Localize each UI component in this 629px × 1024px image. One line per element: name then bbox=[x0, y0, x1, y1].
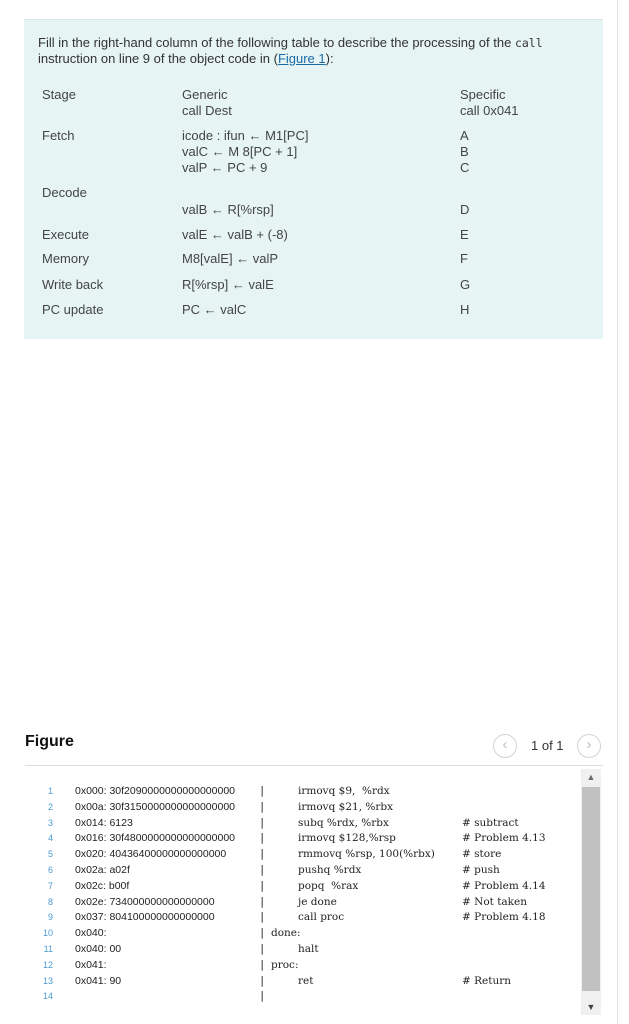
answer-h: H bbox=[460, 302, 470, 317]
code-comment: # store bbox=[462, 848, 502, 861]
object-code: 0x00a: 30f3150000000000000000 bbox=[75, 800, 235, 813]
assembly-instruction: subq %rdx, %rbx bbox=[298, 816, 389, 829]
code-comment: # Not taken bbox=[462, 895, 528, 908]
header-generic: Generic bbox=[182, 87, 228, 102]
stage-fetch: Fetch bbox=[42, 128, 75, 143]
assembly-instruction: popq %rax bbox=[298, 879, 359, 892]
object-code: 0x020: 40436400000000000000 bbox=[75, 848, 227, 861]
figure-divider bbox=[25, 765, 603, 766]
separator-bar: | bbox=[259, 895, 266, 908]
stage-write-back: Write back bbox=[42, 277, 104, 292]
code-line bbox=[25, 783, 578, 799]
code-line bbox=[25, 815, 578, 831]
figure-link[interactable]: Figure 1 bbox=[277, 51, 326, 66]
code-comment: # subtract bbox=[462, 816, 519, 829]
line-number: 12 bbox=[42, 959, 53, 970]
prompt-text-start: Fill in the right-hand column of the following table to describe the processing of the bbox=[38, 35, 515, 50]
separator-bar: | bbox=[259, 848, 266, 861]
scroll-up-arrow-icon[interactable]: ▲ bbox=[586, 772, 596, 782]
object-code: 0x040: bbox=[75, 927, 107, 940]
answer-b: B bbox=[460, 144, 469, 159]
decode-generic: valB ← R[%rsp] bbox=[182, 202, 274, 217]
question-panel bbox=[24, 19, 603, 339]
asm-label: done: bbox=[271, 927, 301, 940]
object-code: 0x037: 804100000000000000 bbox=[75, 911, 215, 924]
answer-g: G bbox=[460, 277, 471, 292]
separator-bar: | bbox=[259, 911, 266, 924]
line-number: 6 bbox=[47, 865, 53, 875]
header-specific: Specific bbox=[460, 87, 506, 102]
memory-generic: M8[valE] ← valP bbox=[182, 251, 279, 266]
answer-d: D bbox=[460, 202, 470, 217]
object-code: 0x041: 90 bbox=[75, 974, 122, 987]
chevron-right-icon: › bbox=[586, 736, 592, 753]
prompt-text-end: ): bbox=[325, 51, 334, 66]
answer-f: F bbox=[460, 251, 468, 266]
stage-execute: Execute bbox=[42, 227, 89, 242]
line-number: 5 bbox=[47, 849, 53, 860]
code-line bbox=[25, 988, 578, 1004]
assembly-instruction: pushq %rdx bbox=[298, 864, 362, 876]
line-number: 10 bbox=[42, 928, 53, 939]
object-code: 0x02e: 734000000000000000 bbox=[75, 895, 215, 908]
code-line bbox=[25, 830, 578, 846]
fetch-generic-1: icode : ifun ← M1[PC] bbox=[182, 128, 309, 143]
object-code: 0x02a: a02f bbox=[75, 864, 130, 876]
scrollbar-thumb[interactable] bbox=[582, 787, 600, 991]
pcupdate-generic: PC ← valC bbox=[182, 302, 247, 317]
code-line bbox=[25, 799, 578, 815]
question-prompt bbox=[38, 35, 586, 67]
asm-label: proc: bbox=[271, 958, 299, 971]
separator-bar: | bbox=[259, 785, 266, 797]
separator-bar: | bbox=[259, 816, 266, 829]
next-figure-button[interactable] bbox=[577, 734, 601, 758]
separator-bar: | bbox=[259, 958, 266, 971]
assembly-instruction: je done bbox=[298, 895, 337, 908]
code-line bbox=[25, 941, 578, 957]
figure-page-indicator: 1 of 1 bbox=[531, 738, 564, 753]
separator-bar: | bbox=[259, 927, 266, 940]
separator-bar: | bbox=[259, 832, 266, 845]
writeback-generic: R[%rsp] ← valE bbox=[182, 277, 274, 292]
prompt-text-middle: instruction on line 9 of the object code in ( bbox=[38, 51, 278, 66]
separator-bar: | bbox=[259, 800, 266, 813]
code-line bbox=[25, 862, 578, 878]
listing-scrollbar[interactable] bbox=[581, 769, 601, 1015]
assembly-instruction: irmovq $128,%rsp bbox=[298, 832, 396, 845]
assembly-instruction: irmovq $9, %rdx bbox=[298, 785, 390, 797]
code-comment: # push bbox=[462, 864, 500, 876]
answer-c: C bbox=[460, 160, 470, 175]
code-line bbox=[25, 909, 578, 925]
code-line bbox=[25, 973, 578, 989]
object-code: 0x016: 30f4800000000000000000 bbox=[75, 832, 235, 845]
scroll-down-arrow-icon[interactable]: ▼ bbox=[586, 1002, 596, 1012]
line-number: 1 bbox=[47, 786, 53, 796]
line-number: 11 bbox=[43, 944, 53, 954]
header-generic-instr: call Dest bbox=[182, 103, 232, 118]
stage-pc-update: PC update bbox=[42, 302, 104, 317]
separator-bar: | bbox=[259, 864, 266, 876]
figure-title: Figure bbox=[25, 733, 74, 750]
code-line bbox=[25, 846, 578, 862]
separator-bar: | bbox=[259, 879, 266, 892]
assembly-instruction: irmovq $21, %rbx bbox=[298, 800, 394, 813]
code-comment: # Problem 4.18 bbox=[462, 911, 546, 924]
header-specific-instr: call 0x041 bbox=[460, 103, 519, 118]
line-number: 13 bbox=[42, 975, 53, 986]
separator-bar: | bbox=[259, 943, 266, 955]
line-number: 14 bbox=[42, 991, 53, 1002]
execute-generic: valE ← valB + (-8) bbox=[182, 227, 288, 242]
separator-bar: | bbox=[259, 990, 266, 1003]
line-number: 3 bbox=[47, 817, 53, 828]
stage-decode: Decode bbox=[42, 185, 87, 200]
object-code: 0x02c: b00f bbox=[75, 879, 130, 892]
stage-memory: Memory bbox=[42, 251, 89, 266]
code-line bbox=[25, 878, 578, 894]
line-number: 9 bbox=[47, 912, 53, 923]
code-comment: # Problem 4.13 bbox=[462, 832, 546, 845]
prompt-code-call: call bbox=[514, 36, 543, 50]
object-code: 0x000: 30f2090000000000000000 bbox=[75, 785, 235, 797]
header-stage: Stage bbox=[42, 87, 76, 102]
fetch-generic-2: valC ← M 8[PC + 1] bbox=[182, 144, 298, 159]
separator-bar: | bbox=[259, 974, 266, 987]
code-line bbox=[25, 957, 578, 973]
chevron-left-icon: ‹ bbox=[502, 736, 508, 753]
page-right-divider bbox=[617, 0, 618, 1024]
answer-e: E bbox=[460, 227, 469, 242]
assembly-instruction: halt bbox=[298, 943, 319, 955]
code-line bbox=[25, 894, 578, 910]
line-number: 2 bbox=[47, 801, 53, 812]
answer-a: A bbox=[460, 128, 469, 143]
object-code: 0x040: 00 bbox=[75, 943, 122, 955]
assembly-instruction: ret bbox=[298, 974, 314, 987]
assembly-instruction: rmmovq %rsp, 100(%rbx) bbox=[298, 848, 435, 861]
code-line bbox=[25, 925, 578, 941]
object-code: 0x014: 6123 bbox=[75, 816, 133, 829]
line-number: 4 bbox=[47, 833, 53, 844]
line-number: 8 bbox=[47, 896, 53, 907]
fetch-generic-3: valP ← PC + 9 bbox=[182, 160, 268, 175]
prev-figure-button[interactable] bbox=[493, 734, 517, 758]
code-listing bbox=[25, 769, 578, 1004]
code-comment: # Return bbox=[462, 974, 512, 987]
code-comment: # Problem 4.14 bbox=[462, 879, 546, 892]
line-number: 7 bbox=[47, 880, 53, 891]
assembly-instruction: call proc bbox=[298, 911, 345, 924]
object-code: 0x041: bbox=[75, 958, 107, 971]
